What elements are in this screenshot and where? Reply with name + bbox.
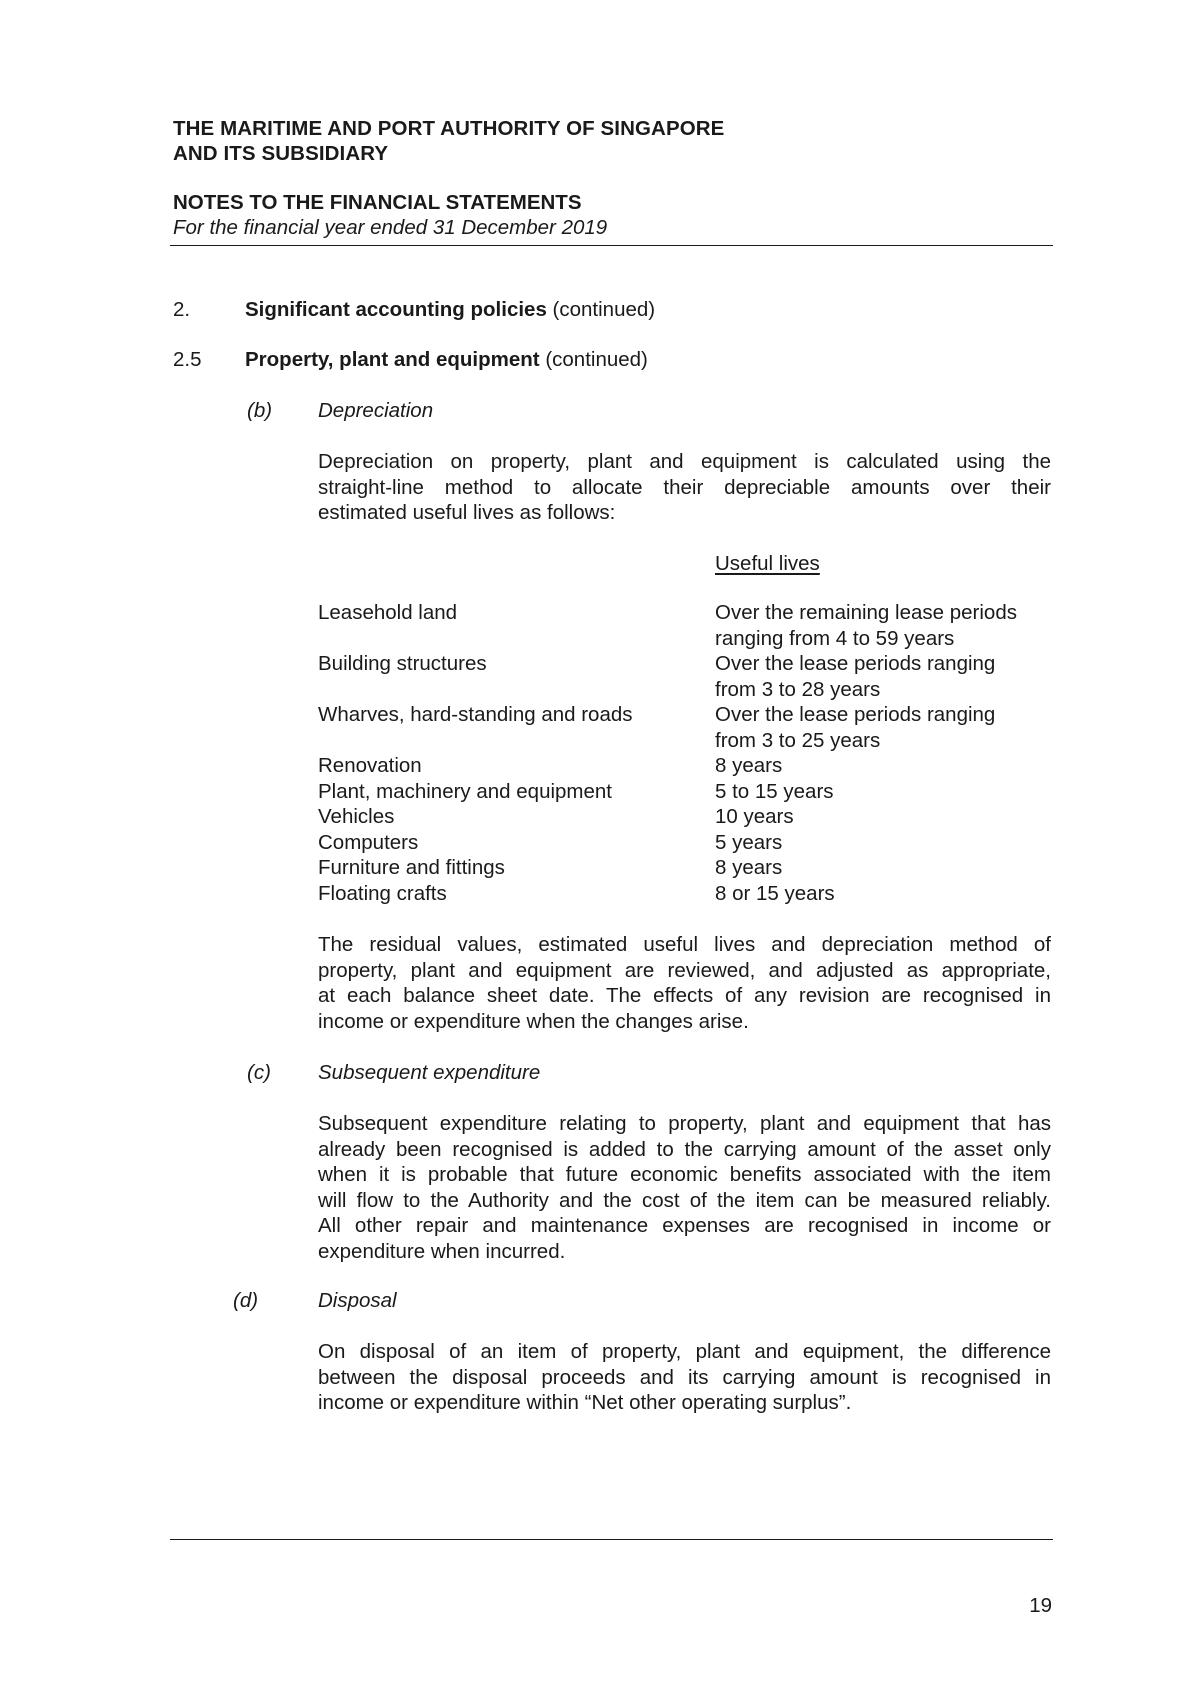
depreciation-intro-line: Depreciation on property, plant and equipment is calculated using the [318, 450, 1051, 473]
asset-name: Vehicles [318, 805, 395, 828]
useful-life: 5 to 15 years [715, 779, 834, 803]
section-number: 2. [173, 298, 191, 321]
paragraph-line: income or expenditure within “Net other operating surplus”. [318, 1391, 852, 1415]
table-row [318, 830, 1058, 856]
useful-life: 8 or 15 years [715, 881, 835, 905]
notes-subtitle: For the financial year ended 31 December 2019 [173, 216, 608, 239]
useful-life: 8 years [715, 754, 783, 777]
disposal-heading: Disposal [318, 1289, 397, 1312]
useful-life [715, 651, 1058, 702]
paragraph-line: property, plant and equipment are reviewed, and adjusted as appropriate, [318, 958, 1051, 982]
footer-rule [170, 1539, 1053, 1540]
table-row [318, 702, 1058, 753]
paragraph-line: between the disposal proceeds and its carrying amount is recognised in [318, 1365, 1051, 1389]
page-number: 19 [1029, 1594, 1052, 1617]
table-row [318, 651, 1058, 702]
disposal-paragraph [318, 1339, 1051, 1416]
useful-life-line: Over the remaining lease periods [715, 601, 1017, 624]
useful-life [715, 600, 1058, 651]
paragraph-line: will flow to the Authority and the cost of the item can be measured reliably. [318, 1188, 1051, 1212]
subsection-number: 2.5 [173, 348, 202, 371]
paragraph-line: income or expenditure when the changes arise. [318, 1009, 749, 1033]
useful-life [715, 702, 1058, 753]
table-row [318, 753, 1058, 779]
depreciation-intro-line: straight-line method to allocate their depreciable amounts over their [318, 475, 1051, 499]
paragraph-line: The residual values, estimated useful lives and depreciation method of [318, 933, 1051, 956]
notes-title: NOTES TO THE FINANCIAL STATEMENTS [173, 191, 582, 214]
useful-life-line: Over the lease periods ranging [715, 652, 996, 675]
table-row [318, 881, 1058, 907]
subsection-heading [245, 347, 648, 373]
section-suffix: (continued) [546, 298, 656, 321]
useful-life-line: from 3 to 25 years [715, 728, 881, 752]
asset-name: Plant, machinery and equipment [318, 779, 613, 803]
table-row [318, 779, 1058, 805]
asset-name: Wharves, hard-standing and roads [318, 703, 633, 726]
asset-name: Building structures [318, 652, 487, 675]
paragraph-line: at each balance sheet date. The effects of any revision are recognised in [318, 984, 1051, 1008]
useful-life-line: from 3 to 28 years [715, 677, 881, 701]
disposal-label: (d) [233, 1289, 259, 1312]
subsection-title: Property, plant and equipment [245, 348, 540, 371]
useful-life: 10 years [715, 805, 794, 828]
organization-line-2: AND ITS SUBSIDIARY [173, 142, 389, 165]
useful-lives-header: Useful lives [715, 552, 820, 575]
asset-name: Furniture and fittings [318, 856, 505, 879]
residual-values-paragraph [318, 932, 1051, 1034]
paragraph-line: All other repair and maintenance expenses are recognised in income or [318, 1214, 1051, 1238]
subsection-suffix: (continued) [539, 348, 648, 371]
organization-name [173, 116, 724, 166]
section-title: Significant accounting policies [245, 298, 547, 321]
asset-name: Computers [318, 830, 419, 854]
useful-life: 8 years [715, 856, 783, 879]
asset-name: Leasehold land [318, 601, 458, 624]
table-row [318, 855, 1058, 881]
depreciation-intro [318, 449, 1051, 526]
depreciation-intro-line: estimated useful lives as follows: [318, 501, 616, 525]
paragraph-line: when it is probable that future economic benefits associated with the item [318, 1163, 1051, 1187]
header-rule [170, 245, 1053, 246]
asset-name: Floating crafts [318, 881, 447, 905]
subsequent-expenditure-paragraph [318, 1111, 1051, 1265]
paragraph-line: On disposal of an item of property, plant and equipment, the difference [318, 1340, 1051, 1363]
paragraph-line: expenditure when incurred. [318, 1239, 566, 1263]
paragraph-line: Subsequent expenditure relating to property, plant and equipment that has [318, 1112, 1051, 1135]
table-row [318, 600, 1058, 651]
useful-life-line: Over the lease periods ranging [715, 703, 996, 726]
useful-life: 5 years [715, 830, 783, 854]
asset-name: Renovation [318, 754, 422, 777]
subsequent-label: (c) [247, 1061, 271, 1084]
useful-life-line: ranging from 4 to 59 years [715, 626, 955, 650]
organization-line-1: THE MARITIME AND PORT AUTHORITY OF SINGAPORE [173, 117, 725, 140]
table-row [318, 804, 1058, 830]
subsequent-heading: Subsequent expenditure [318, 1061, 541, 1084]
paragraph-line: already been recognised is added to the carrying amount of the asset only [318, 1137, 1051, 1161]
useful-lives-table [318, 600, 1058, 906]
depreciation-label: (b) [247, 399, 273, 422]
depreciation-heading: Depreciation [318, 399, 434, 422]
section-heading [245, 297, 655, 323]
